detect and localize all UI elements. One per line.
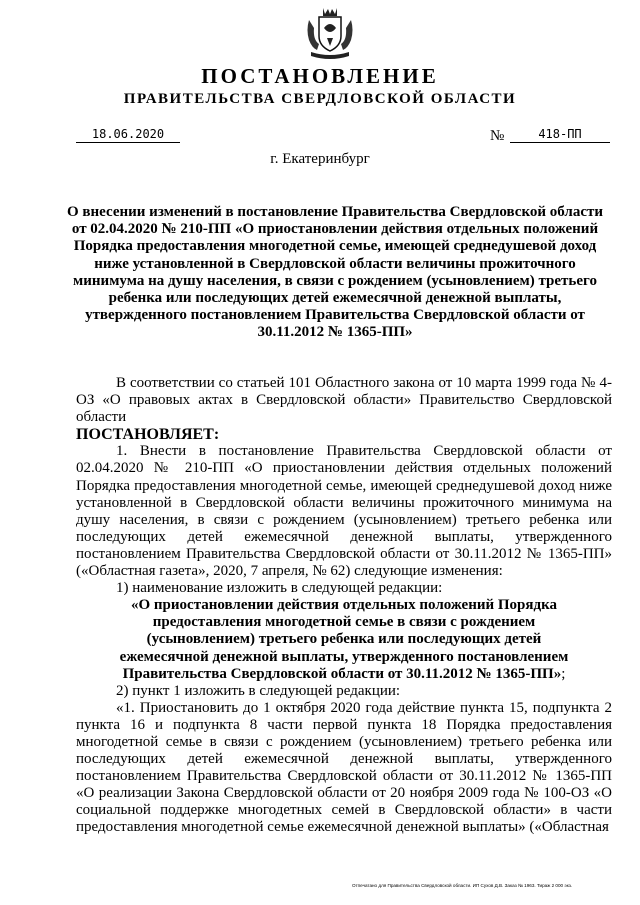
document-date: 18.06.2020 xyxy=(76,127,180,143)
coat-of-arms-emblem xyxy=(303,6,357,62)
subparagraph-2: 2) пункт 1 изложить в следующей редакции: xyxy=(116,682,401,699)
quoted-title xyxy=(76,597,612,682)
document-number: 418-ПП xyxy=(510,127,610,143)
city: г. Екатеринбург xyxy=(270,151,370,167)
subparagraph-1: 1) наименование изложить в следующей редакции: xyxy=(116,580,443,597)
number-label: № xyxy=(490,128,505,144)
intro-paragraph: В соответствии со статьей 101 Областного закона от 10 марта 1999 года № 4-ОЗ «О правовых актах в Свердловской области» Правительство Свердловской области xyxy=(76,375,612,426)
paragraph-1: 1. Внести в постановление Правительства Свердловской области от 02.04.2020 № 210-ПП «О приостановлении действия отдельных положений Порядка предоставления многодетной семье, имеющей среднедушевой доход ниже установленной в Свердловской области величины прожиточного минимума на душу населения, в связи с рождением (усыновлением) третьего ребенка или последующих детей ежемесячной денежной выплаты, утвержденного постановлением Правительства Свердловской области от 30.11.2012 № 1365-ПП» («Областная газета», 2020, 7 апреля, № 62) следующие изменения: xyxy=(76,443,612,580)
subparagraph-2-text: «1. Приостановить до 1 октября 2020 года действие пункта 15, подпункта 2 пункта 16 и подпункта 8 части первой пункта 18 Порядка предоставления многодетной семье в связи с рождением (усыновлением) третьего ребенка или последующих детей ежемесячной денежной выплаты, утвержденного постановлением Правительства Свердловской области от 30.11.2012 № 1365-ПП «О реализации Закона Свердловской области от 20 ноября 2009 года № 100-ОЗ «О социальной поддержке многодетных семей в Свердловской области» в части предоставления многодетной семье ежемесячной денежной выплаты» («Областная xyxy=(76,699,612,836)
quoted-title-text: «О приостановлении действия отдельных положений Порядка предоставления многодетной семье в связи с рождением (усыновлением) третьего ребенка или последующих детей ежемесячной денежной выплаты, утвержденного постановлением Правительства Свердловской области от 30.11.2012 № 1365-ПП» xyxy=(119,597,569,682)
document-subtitle: ПРАВИТЕЛЬСТВА СВЕРДЛОВСКОЙ ОБЛАСТИ xyxy=(123,91,517,107)
document-body xyxy=(76,375,612,837)
print-footer: Отпечатано для Правительства Свердловской области. ИП Сухов Д.В. Заказ № 1963. Тираж 2 000 экз. xyxy=(352,883,573,888)
postanovlyaet-label: ПОСТАНОВЛЯЕТ: xyxy=(76,426,220,444)
document-heading: О внесении изменений в постановление Правительства Свердловской области от 02.04.2020 № 210-ПП «О приостановлении действия отдельных положений Порядка предоставления многодетной семье, имеющей среднедушевой доход ниже установленной в Свердловской области величины прожиточного минимума на душу населения, в связи с рождением (усыновлением) третьего ребенка или последующих детей ежемесячной денежной выплаты, утвержденного постановлением Правительства Свердловской области от 30.11.2012 № 1365-ПП» xyxy=(67,204,603,341)
document-title: ПОСТАНОВЛЕНИЕ xyxy=(201,64,439,88)
quoted-title-end: ; xyxy=(561,665,566,682)
